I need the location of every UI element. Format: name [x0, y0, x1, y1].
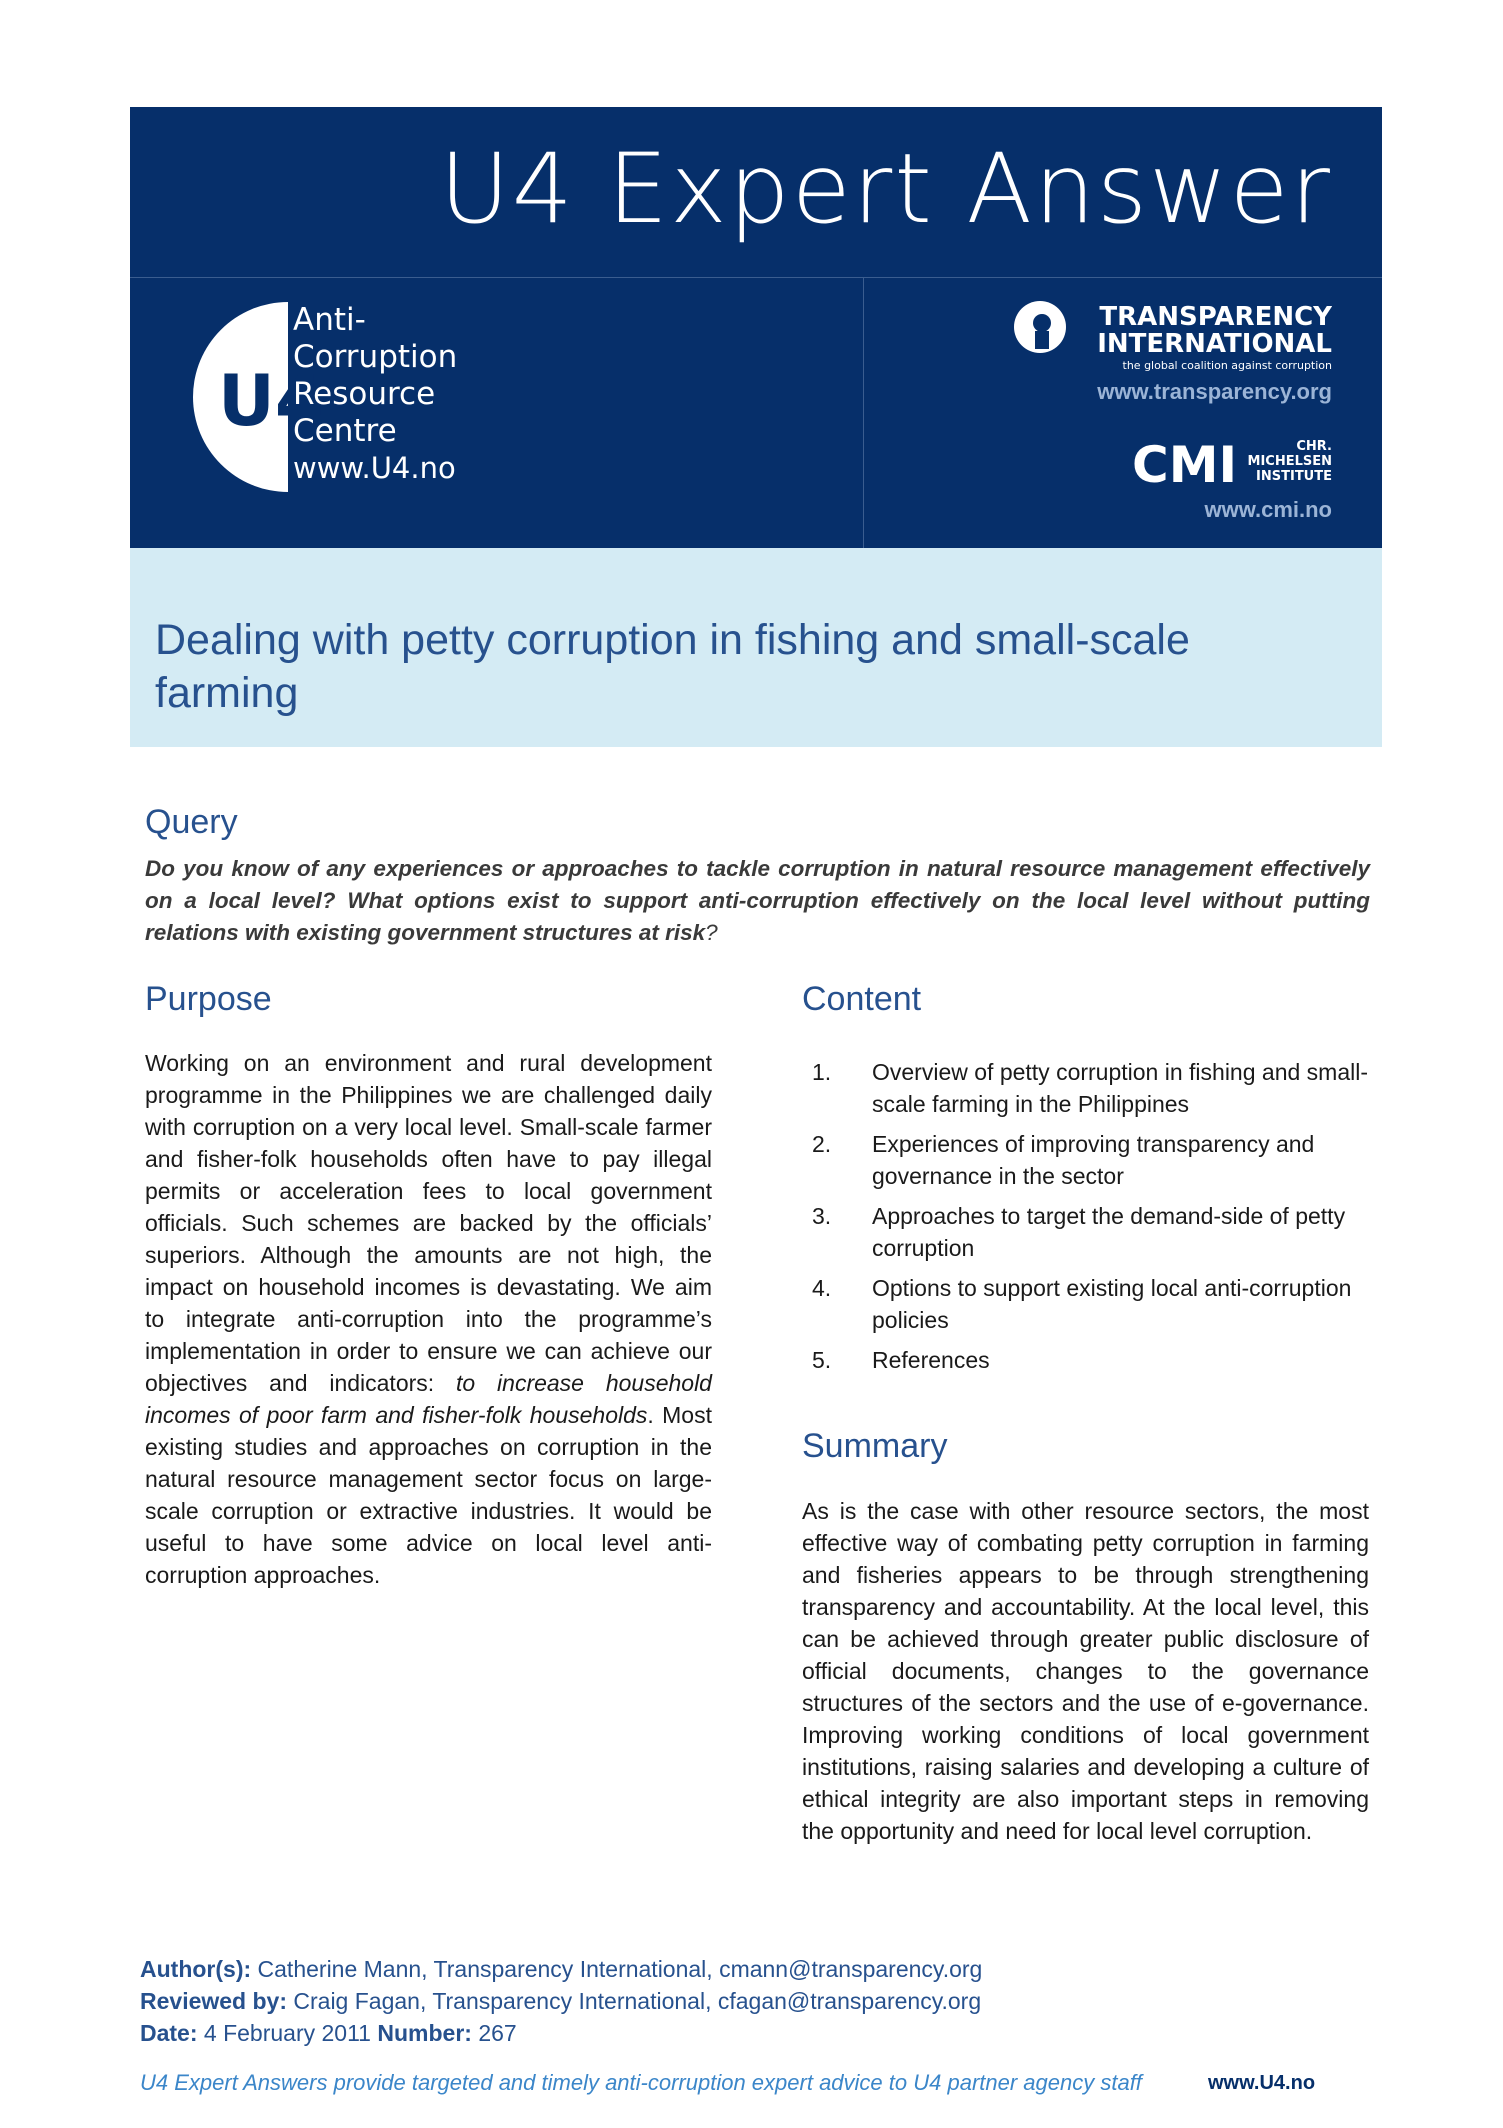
content-item-text: References	[872, 1347, 990, 1373]
footer-url[interactable]: www.U4.no	[1208, 2072, 1316, 2094]
document-series-title: U4 Expert Answer	[439, 133, 1332, 245]
footer-meta	[140, 1953, 982, 2049]
content-item	[802, 1056, 1372, 1120]
footer-tagline: U4 Expert Answers provide targeted and timely anti-corruption expert advice to U4 partner agency staff	[140, 2070, 1142, 2095]
content-item-text: Options to support existing local anti-corruption policies	[872, 1275, 1352, 1333]
u4-logo-line: Centre	[293, 413, 397, 449]
content-item-number: 3.	[812, 1203, 832, 1229]
u4-logo-url: www.U4.no	[293, 451, 456, 485]
cmi-logo	[1132, 432, 1332, 492]
content-item	[802, 1128, 1372, 1192]
cmi-url[interactable]: www.cmi.no	[1204, 497, 1332, 522]
cmi-sub-line: CHR.	[1296, 439, 1332, 454]
reviewer-line	[140, 1985, 982, 2017]
date-label: Date:	[140, 2020, 198, 2046]
reviewed-value: Craig Fagan, Transparency International, cfagan@transparency.org	[293, 1988, 982, 2014]
content-item-number: 4.	[812, 1275, 832, 1301]
content-item-text: Approaches to target the demand-side of petty corruption	[872, 1203, 1346, 1261]
purpose-body-end: . Most existing studies and approaches on corruption in the natural resource management sector focus on large-scale corruption or extractive industries. It would be useful to have some advice on local level anti-corruption approaches.	[145, 1402, 712, 1588]
content-item-text: Experiences of improving transparency and governance in the sector	[872, 1131, 1315, 1189]
query-heading: Query	[145, 803, 238, 841]
query-body: Do you know of any experiences or approaches to tackle corruption in natural resource management effectively on a local level? What options exist to support anti-corruption effectively on the local level without putting relations with existing government structures at risk	[145, 856, 1370, 945]
u4-logo-line: Corruption	[293, 339, 458, 375]
ti-url[interactable]: www.transparency.org	[1097, 379, 1332, 404]
header-divider	[863, 277, 864, 548]
title-band	[130, 548, 1382, 747]
u4-logo-line: Anti-	[293, 302, 366, 338]
summary-text: As is the case with other resource sectors, the most effective way of combating petty corruption in farming and fisheries appears to be through strengthening transparency and accountability. At the local level, this can be achieved through greater public disclosure of official documents, changes to the governance structures of the sectors and the use of e-governance. Improving working conditions of local government institutions, raising salaries and developing a culture of ethical integrity are also important steps in removing the opportunity and need for local level corruption.	[802, 1498, 1369, 1844]
cmi-sub-line: INSTITUTE	[1256, 469, 1332, 484]
content-heading: Content	[802, 980, 922, 1018]
content-item	[802, 1344, 1372, 1376]
content-item-text: Overview of petty corruption in fishing and small-scale farming in the Philippines	[872, 1059, 1368, 1117]
document-title: Dealing with petty corruption in fishing and small-scale farming	[155, 616, 1190, 717]
content-item	[802, 1200, 1372, 1264]
query-text	[145, 853, 1370, 949]
date-value: 4 February 2011	[203, 2020, 371, 2046]
query-question-mark: ?	[705, 920, 718, 945]
author-line	[140, 1953, 982, 1985]
number-label: Number:	[377, 2020, 472, 2046]
content-item-number: 2.	[812, 1131, 832, 1157]
ti-name-line2: INTERNATIONAL	[1097, 329, 1332, 359]
ti-tagline: the global coalition against corruption	[1122, 359, 1332, 372]
ti-name-line1: TRANSPARENCY	[1099, 302, 1332, 332]
header-banner	[130, 107, 1382, 548]
author-value: Catherine Mann, Transparency International, cmann@transparency.org	[257, 1956, 983, 1982]
content-list	[802, 1056, 1372, 1384]
purpose-objective: to increase household incomes of poor farm and fisher-folk households	[145, 1370, 712, 1428]
content-item-number: 1.	[812, 1059, 832, 1085]
header-title-bar	[130, 107, 1382, 278]
transparency-international-logo	[1012, 297, 1332, 377]
cmi-sub-line: MICHELSEN	[1247, 454, 1332, 469]
reviewed-label: Reviewed by:	[140, 1988, 287, 2014]
cmi-mark: CMI	[1132, 436, 1238, 492]
date-line	[140, 2017, 982, 2049]
number-value: 267	[478, 2020, 517, 2046]
purpose-body: Working on an environment and rural development programme in the Philippines we are challenged daily with corruption on a very local level. Small-scale farmer and fisher-folk households often have to pay illegal permits or acceleration fees to local government officials. Such schemes are backed by the officials’ superiors. Although the amounts are not high, the impact on household incomes is devastating. We aim to integrate anti-corruption into the programme’s implementation in order to ensure we can achieve our objectives and indicators:	[145, 1050, 712, 1396]
purpose-heading: Purpose	[145, 980, 272, 1018]
summary-heading: Summary	[802, 1427, 948, 1465]
content-item	[802, 1272, 1372, 1336]
u4-logo-line: Resource	[293, 376, 436, 412]
author-label: Author(s):	[140, 1956, 252, 1982]
purpose-text	[145, 1047, 712, 1591]
content-item-number: 5.	[812, 1347, 832, 1373]
u4-logo-mark: U4	[218, 360, 324, 442]
u4-logo-text	[293, 302, 457, 487]
